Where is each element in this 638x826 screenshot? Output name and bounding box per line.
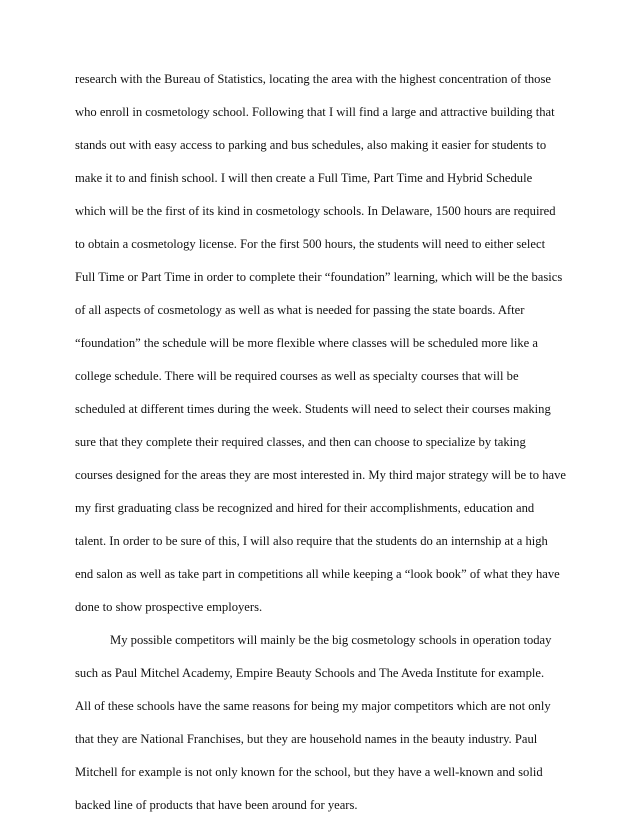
text-line: “foundation” the schedule will be more flexible where classes will be scheduled more like a [75,336,539,350]
text-line: research with the Bureau of Statistics, locating the area with the highest concentration of those [75,72,551,86]
text-line: who enroll in cosmetology school. Following that I will find a large and attractive building that [75,105,555,119]
text-line: end salon as well as take part in competitions all while keeping a “look book” of what they have [75,567,560,581]
text-line: to obtain a cosmetology license. For the first 500 hours, the students will need to either select [75,237,546,251]
text-line: which will be the first of its kind in cosmetology schools. In Delaware, 1500 hours are required [75,204,556,218]
text-line: of all aspects of cosmetology as well as what is needed for passing the state boards. After [75,303,525,317]
text-line: courses designed for the areas they are most interested in. My third major strategy will be to have [75,468,567,482]
text-line: scheduled at different times during the week. Students will need to select their courses making [75,402,551,416]
text-line: sure that they complete their required classes, and then can choose to specialize by taking [75,435,526,449]
text-line: My possible competitors will mainly be the big cosmetology schools in operation today [110,633,552,647]
text-line: stands out with easy access to parking and bus schedules, also making it easier for students to [75,138,547,152]
text-line: such as Paul Mitchel Academy, Empire Beauty Schools and The Aveda Institute for example. [75,666,545,680]
text-line: that they are National Franchises, but they are household names in the beauty industry. Paul [75,732,538,746]
text-line: my first graduating class be recognized and hired for their accomplishments, education and [75,501,535,515]
text-line: college schedule. There will be required courses as well as specialty courses that will be [75,369,519,383]
text-line: backed line of products that have been around for years. [75,798,358,812]
text-line: make it to and finish school. I will then create a Full Time, Part Time and Hybrid Schedule [75,171,533,185]
text-line: All of these schools have the same reasons for being my major competitors which are not only [75,699,551,713]
text-line: Mitchell for example is not only known for the school, but they have a well-known and solid [75,765,543,779]
text-line: Full Time or Part Time in order to complete their “foundation” learning, which will be the basics [75,270,563,284]
text-line: done to show prospective employers. [75,600,263,614]
text-line: talent. In order to be sure of this, I will also require that the students do an internship at a high [75,534,548,548]
